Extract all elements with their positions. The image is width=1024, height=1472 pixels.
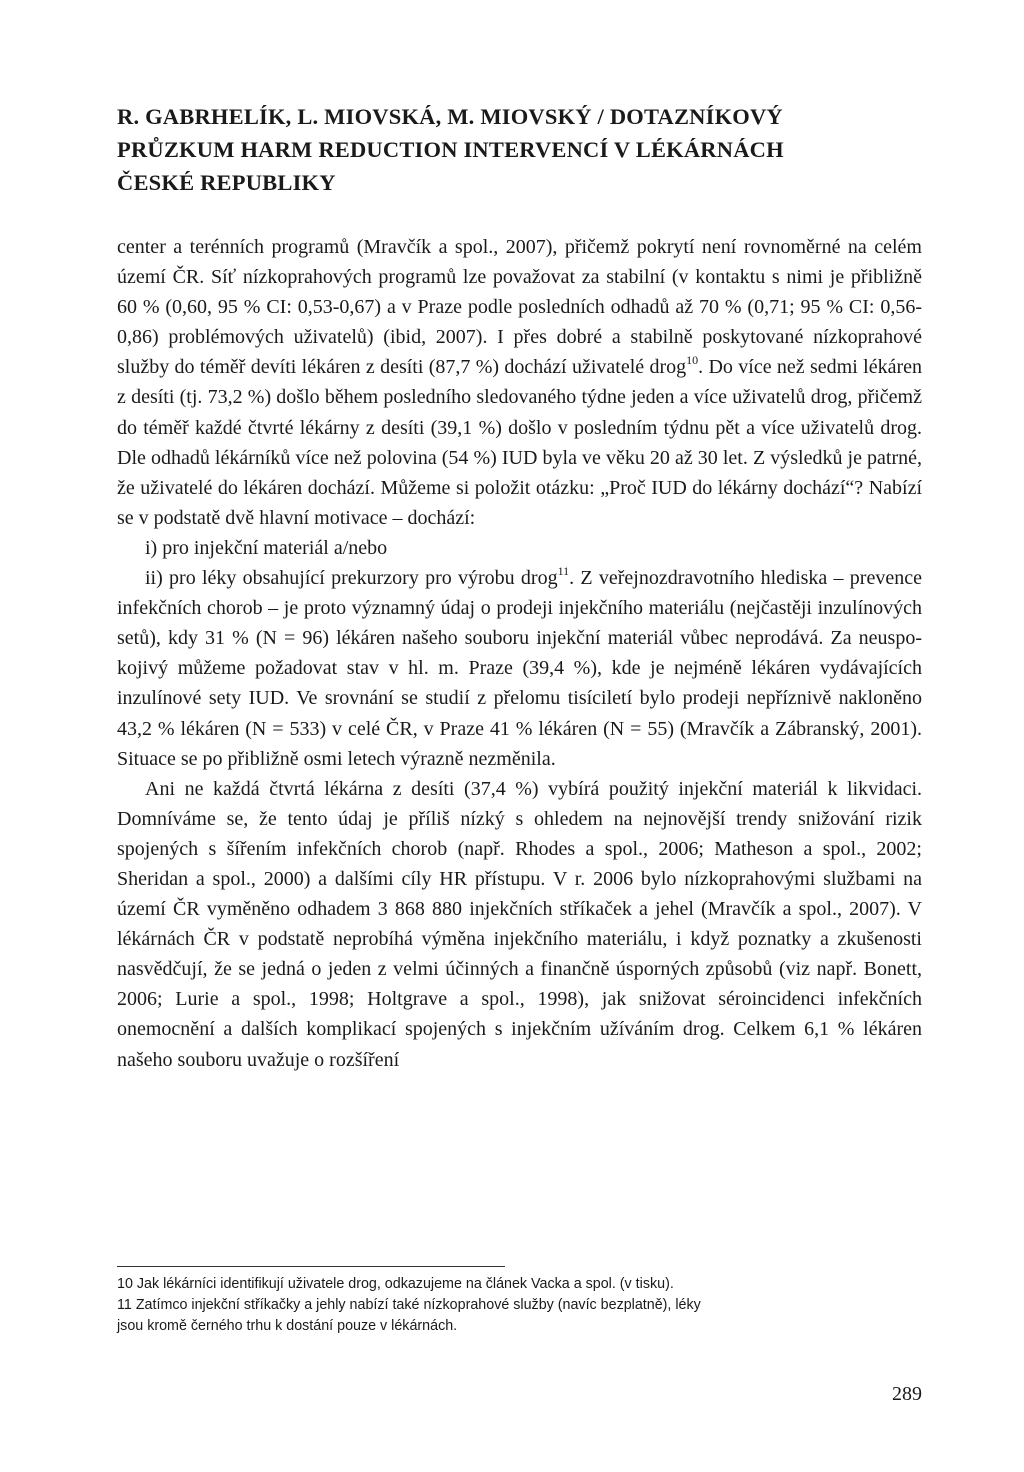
header-line-2: PRŮZKUM HARM REDUCTION INTERVENCÍ V LÉKÁRNÁCH: [117, 137, 784, 162]
footnotes: [117, 1274, 922, 1337]
header-line-3: ČESKÉ REPUBLIKY: [117, 170, 336, 195]
footnote-11-line-1: 11 Zatímco injekční stříkačky a jehly nabízí také nízkoprahové služby (navíc bezplatně), léky: [117, 1297, 701, 1313]
body-text: [117, 232, 922, 1075]
header-line-1: R. GABRHELÍK, L. MIOVSKÁ, M. MIOVSKÝ / DOTAZNÍKOVÝ: [117, 104, 783, 129]
paragraph-2: Ani ne každá čtvrtá lékárna z desíti (37,4 %) vybírá použitý injekční materiál k likvidaci. Domníváme se, že tento údaj je příliš nízký s ohledem na nejnovější trendy snižování rizik spojených s šířením infekčních chorob (např. Rhodes a spol., 2006; Matheson a spol., 2002; Sheridan a spol., 2000) a dalšími cíly HR přístupu. V r. 2006 bylo nízkoprahovými službami na území ČR vyměněno odhadem 3 868 880 injekčních stříkaček a jehel (Mravčík a spol., 2007). V lékárnách ČR v podstatě neprobíhá výměna injekčního materiálu, i když poznatky a zkušenosti nasvědčují, že se jedná o jeden z velmi účinných a finančně úsporných způsobů (viz např. Bonett, 2006; Lurie a spol., 1998; Holtgrave a spol., 1998), jak snižovat séroincidenci infekčních onemocnění a dalších komplikací spojených s injekčním užíváním drog. Celkem 6,1 % lékáren našeho souboru uvažuje o rozšíření: [117, 777, 922, 1071]
list-item-ii-text-a: ii) pro léky obsahující prekurzory pro výrobu drog: [145, 567, 558, 590]
footnote-divider: [117, 1266, 505, 1267]
paragraph-1-text-b: . Do více než sedmi lékáren z desíti (tj. 73,2 %) došlo během posledního sledovaného týdne jeden a více uživatelů drog, přičemž do téměř každé čtvrté lékárny z desíti (39,1 %) došlo v posledním týdnu pět a více uživatelů drog. Dle odhadů lékárníků více než polovina (54 %) IUD byla ve věku 20 až 30 let. Z výsledků je patrné, že uživatelé do lékáren dochází. Můžeme si položit otázku: „Proč IUD do lékárny dochází“? Nabízí se v podstatě dvě hlavní motivace – dochází:: [117, 356, 922, 529]
page-number: 289: [892, 1383, 922, 1405]
footnote-10: 10 Jak lékárníci identifikují uživatele drog, odkazujeme na článek Vacka a spol. (v tisku).: [117, 1276, 674, 1292]
footnote-ref-11: 11: [557, 564, 570, 579]
list-item-ii: [117, 563, 922, 774]
footnote-11-line-2: jsou kromě černého trhu k dostání pouze v lékárnách.: [117, 1318, 458, 1334]
list-item-i: i) pro injekční materiál a/nebo: [145, 536, 388, 559]
list-item-ii-text-b: . Z veřejnozdravotního hlediska – prevence infekčních chorob – je proto významný údaj o prodeji injekčního materiálu (nejčastěji inzulínových setů), kdy 31 % (N = 96) lékáren našeho souboru injekční materiál vůbec neprodává. Za neuspokojivý můžeme požadovat stav v hl. m. Praze (39,4 %), kde je nejméně lékáren vydávajících inzulínové sety IUD. Ve srovnání se studií z přelomu tisíciletí bylo prodeji nepříznivě nakloněno 43,2 % lékáren (N = 533) v celé ČR, v Praze 41 % lékáren (N = 55) (Mravčík a Zábranský, 2001). Situace se po přibližně osmi letech výrazně nezměnila.: [117, 567, 922, 770]
paragraph-1: [117, 232, 922, 533]
running-header: [117, 100, 922, 199]
paragraph-1-text-a: center a terénních programů (Mravčík a spol., 2007), přičemž pokrytí není rovnoměrné na celém území ČR. Síť nízkoprahových programů lze považovat za stabilní (v kontaktu s nimi je přibližně 60 % (0,60, 95 % CI: 0,53-0,67) a v Praze podle posledních odhadů až 70 % (0,71; 95 % CI: 0,56-0,86) problémových uživatelů) (ibid, 2007). I přes dobré a stabilně poskytované nízkoprahové služby do téměř devíti lékáren z desíti (87,7 %) dochází uživatelé drog: [117, 236, 922, 379]
footnote-ref-10: 10: [686, 353, 699, 368]
page-content: [117, 100, 922, 1075]
